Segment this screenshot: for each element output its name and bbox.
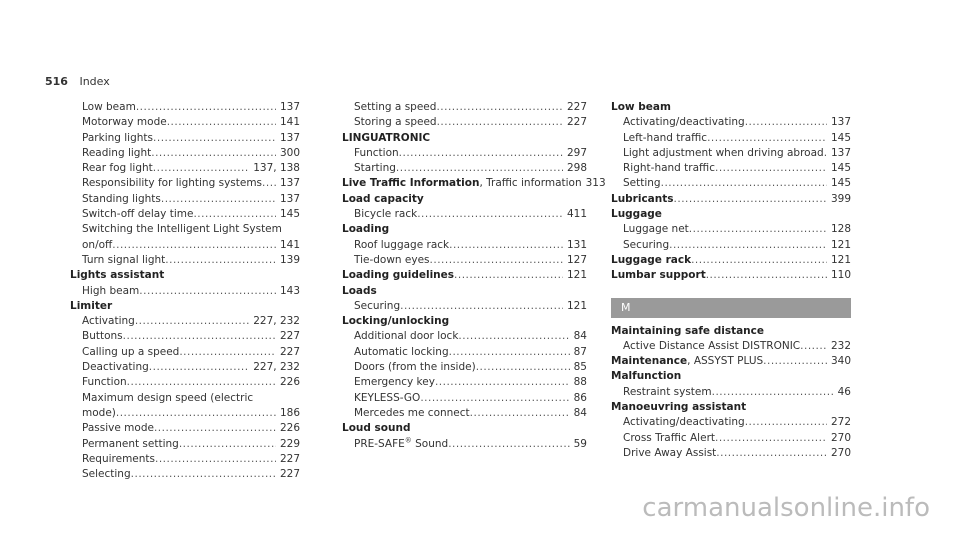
page-ref[interactable]: 84 [573,406,587,419]
entry-label: Mercedes me connect [354,406,470,419]
index-entry[interactable] [70,238,300,253]
leader-dots [399,146,563,161]
entry-suffix: , ASSYST PLUS [687,355,764,368]
entry-label [611,192,674,207]
leader-dots [155,452,276,467]
leader-dots [448,437,569,452]
page-ref[interactable]: 59 [573,437,587,450]
page-ref[interactable]: 313 [585,177,606,190]
page-ref[interactable]: 121 [566,269,587,282]
page-ref[interactable]: 121 [830,253,851,266]
index-entry[interactable] [611,176,851,191]
entry-label [342,176,582,191]
index-entry[interactable] [611,431,851,446]
entry-label: Motorway mode [82,116,167,129]
leader-dots [763,354,827,369]
index-entry[interactable] [70,437,300,452]
entry-label: Emergency key [354,376,435,389]
leader-dots [745,415,827,430]
leader-dots [193,207,276,222]
page-ref[interactable]: 227, 232 [253,361,300,374]
index-heading: Locking/unlocking [342,315,450,328]
page-ref[interactable]: 145 [279,208,300,221]
page-ref[interactable]: 186 [279,406,300,419]
leader-dots [430,253,563,268]
index-entry[interactable] [70,284,300,299]
index-entry[interactable] [611,131,851,146]
entry-label [354,437,448,452]
index-heading: Limiter [70,299,113,312]
page-ref[interactable]: 411 [566,208,587,221]
index-entry[interactable] [342,253,587,268]
index-entry[interactable] [342,329,587,344]
index-entry[interactable] [70,115,300,130]
entry-label: Selecting [82,468,131,481]
leader-dots [674,192,827,207]
page-ref[interactable]: 137 [279,101,300,113]
leader-dots [712,385,834,400]
page-ref[interactable]: 121 [830,238,851,251]
entry-suffix: , Traffic information [479,177,582,190]
index-entry[interactable] [70,421,300,436]
entry-label: Luggage net [623,223,689,236]
leader-dots [716,446,827,461]
entry-label [611,268,706,283]
leader-dots [417,207,563,222]
page-header [45,75,110,88]
page-ref[interactable]: 121 [566,299,587,312]
index-entry[interactable] [342,360,587,375]
leader-dots [154,421,276,436]
page-ref[interactable]: 137 [830,116,851,129]
leader-dots [400,299,563,314]
entry-label: Turn signal light [82,253,166,266]
index-heading: Loads [342,284,377,297]
index-heading: Malfunction [611,370,682,383]
index-heading: Low beam [611,101,671,113]
page-ref[interactable]: 110 [830,269,851,282]
page-ref[interactable]: 88 [573,376,587,389]
entry-label: Calling up a speed [82,345,180,358]
leader-dots [112,238,276,253]
entry-label: Storing a speed [354,116,437,129]
index-entry[interactable] [70,100,300,115]
entry-label: Deactivating [82,361,149,374]
page-ref[interactable]: 298 [566,162,587,175]
index-entry[interactable] [611,415,851,430]
entry-label: Setting a speed [354,101,437,113]
index-heading: Loading [342,223,390,236]
entry-heading-text: Live Traffic Information [342,177,480,190]
page-number: 516 [45,75,68,88]
index-heading: Lights assistant [70,269,165,282]
entry-label-text: PRE-SAFE [354,437,405,450]
entry-label: Bicycle rack [354,208,418,221]
entry-label: Right-hand traffic [623,162,715,175]
leader-dots [470,406,570,421]
entry-heading-text: Luggage rack [611,253,692,266]
page-ref[interactable]: 87 [573,345,587,358]
leader-dots [707,131,827,146]
page-ref[interactable]: 227, 232 [253,315,300,328]
index-entry[interactable] [611,222,851,237]
index-entry[interactable] [70,207,300,222]
leader-dots [131,467,276,482]
leader-dots [167,115,276,130]
index-entry-continued: Switching the Intelligent Light System [82,223,282,236]
leader-dots [123,329,276,344]
leader-dots [800,339,827,354]
index-entry[interactable] [70,452,300,467]
entry-label: Responsibility for lighting systems [82,177,263,190]
page-ref[interactable]: 227 [279,452,300,465]
page-ref[interactable]: 227 [279,345,300,358]
page-ref[interactable]: 270 [830,446,851,459]
entry-label: Securing [623,238,670,251]
entry-label: Low beam [82,101,136,113]
index-entry[interactable] [70,406,300,421]
index-entry[interactable] [70,467,300,482]
index-entry[interactable] [611,115,851,130]
page-ref[interactable]: 399 [830,192,851,205]
page-ref[interactable]: 227 [279,468,300,481]
leader-dots [136,100,276,115]
index-heading: Manoeuvring assistant [611,401,747,414]
leader-dots [745,115,827,130]
index-entry[interactable] [70,192,300,207]
page-ref[interactable]: 84 [573,330,587,343]
entry-label: Additional door lock [354,330,459,343]
index-entry[interactable] [342,391,587,406]
leader-dots [691,253,827,268]
entry-label: Function [82,376,127,389]
page-ref[interactable]: 226 [279,376,300,389]
entry-label: Activating [82,315,135,328]
index-entry[interactable] [342,207,587,222]
leader-dots [706,268,827,283]
entry-label: Restraint system [623,385,712,398]
leader-dots [458,329,569,344]
entry-label: Function [354,146,399,159]
leader-dots [449,345,570,360]
leader-dots [435,375,570,390]
page-ref[interactable]: 85 [573,361,587,374]
leader-dots [165,253,276,268]
leader-dots [661,176,827,191]
index-column-1 [70,100,300,482]
entry-label: Rear fog light [82,162,153,175]
page-ref[interactable]: 232 [830,339,851,352]
index-heading: Loud sound [342,422,411,435]
entry-label [611,354,763,369]
index-entry[interactable] [342,345,587,360]
page-ref[interactable]: 227 [279,330,300,343]
index-column-2 [342,100,606,452]
index-heading-entry[interactable] [611,253,851,268]
entry-label: Roof luggage rack [354,238,450,251]
page-ref[interactable]: 226 [279,422,300,435]
entry-label: Setting [623,177,661,190]
index-entry[interactable] [611,146,851,161]
leader-dots [179,345,276,360]
index-entry[interactable] [342,299,587,314]
index-heading-entry[interactable] [611,354,851,369]
index-entry[interactable] [342,161,587,176]
page-ref[interactable]: 137 [830,146,851,159]
entry-label: Active Distance Assist DISTRONIC [623,339,801,352]
entry-heading-text: Loading guidelines [342,269,455,282]
index-heading: Load capacity [342,192,424,205]
leader-dots [420,391,569,406]
page-ref[interactable]: 141 [279,116,300,129]
entry-label: Drive Away Assist [623,446,717,459]
leader-dots [824,146,827,161]
registered-mark: ® [404,436,412,445]
index-column-3 [611,100,851,461]
page-ref[interactable]: 139 [279,253,300,266]
index-entry[interactable] [611,339,851,354]
index-entry[interactable] [611,161,851,176]
leader-dots [153,131,276,146]
index-heading-entry[interactable] [342,268,587,283]
index-heading: Maintaining safe distance [611,324,765,337]
entry-label: mode) [82,406,116,419]
page-ref[interactable]: 137, 138 [253,162,300,175]
leader-dots [476,360,570,375]
index-entry[interactable] [70,176,300,191]
index-entry[interactable] [342,100,587,115]
entry-label [611,253,691,268]
leader-dots [153,161,249,176]
leader-dots [127,375,276,390]
page-ref[interactable]: 229 [279,437,300,450]
entry-label: Left-hand traffic [623,131,708,144]
page-ref[interactable]: 86 [573,391,587,404]
leader-dots [689,222,827,237]
index-entry[interactable] [70,146,300,161]
page-ref[interactable]: 145 [830,177,851,190]
page-ref[interactable]: 137 [279,131,300,144]
leader-dots [116,406,276,421]
index-entry[interactable] [70,360,300,375]
index-entry-continued: Maximum design speed (electric [82,391,254,404]
page-ref[interactable]: 127 [566,253,587,266]
page-ref[interactable]: 145 [830,131,851,144]
page-ref[interactable]: 145 [830,162,851,175]
entry-heading-text: Lumbar support [611,269,706,282]
index-entry[interactable] [342,115,587,130]
entry-label: High beam [82,284,140,297]
index-heading-entry[interactable] [342,176,606,191]
page-ref[interactable]: 227 [566,116,587,129]
watermark: carmanualsonline.info [642,493,930,523]
page-ref[interactable]: 227 [566,101,587,113]
entry-label: Reading light [82,146,152,159]
leader-dots [436,100,563,115]
entry-label: Requirements [82,452,155,465]
entry-heading-text: Lubricants [611,192,674,205]
entry-label: Cross Traffic Alert [623,431,715,444]
index-entry[interactable] [70,375,300,390]
index-entry[interactable] [70,329,300,344]
page-ref[interactable]: 128 [830,223,851,236]
leader-dots [149,360,249,375]
page-ref[interactable]: 340 [830,355,851,368]
leader-dots [262,176,276,191]
entry-label: Switch-off delay time [82,208,194,221]
index-heading: LINGUATRONIC [342,131,431,144]
entry-label: Activating/deactivating [623,116,745,129]
entry-label: Securing [354,299,401,312]
leader-dots [715,161,827,176]
index-entry[interactable] [70,161,300,176]
entry-label: Parking lights [82,131,154,144]
leader-dots [396,161,563,176]
leader-dots [179,437,276,452]
entry-label: Tie-down eyes [354,253,430,266]
entry-label: on/off [82,238,113,251]
page-ref[interactable]: 141 [279,238,300,251]
index-entry[interactable] [342,406,587,421]
entry-label: Passive mode [82,422,154,435]
page-ref[interactable]: 297 [566,146,587,159]
index-heading-entry[interactable] [611,268,851,283]
page-ref[interactable]: 137 [279,192,300,205]
leader-dots [454,268,563,283]
page-ref[interactable]: 300 [279,146,300,159]
index-entry[interactable] [70,131,300,146]
entry-label: Activating/deactivating [623,416,745,429]
entry-label [342,268,454,283]
entry-label: Starting [354,162,396,175]
leader-dots [669,238,827,253]
index-entry[interactable] [342,437,587,452]
leader-dots [437,115,563,130]
page-ref[interactable]: 46 [837,385,851,398]
entry-label: Light adjustment when driving abroad [623,146,824,159]
index-entry[interactable] [70,314,300,329]
index-entry[interactable] [611,385,851,400]
entry-label: Automatic locking [354,345,449,358]
leader-dots [139,284,276,299]
page-ref[interactable]: 143 [279,284,300,297]
entry-label: Standing lights [82,192,161,205]
page-title: Index [79,75,110,88]
entry-label: KEYLESS-GO [354,391,421,404]
index-entry[interactable] [342,238,587,253]
leader-dots [715,431,827,446]
leader-dots [151,146,276,161]
page-ref[interactable]: 131 [566,238,587,251]
index-heading: Luggage [611,208,662,221]
entry-label: Doors (from the inside) [354,361,476,374]
index-entry[interactable] [70,345,300,360]
entry-label-text: Sound [411,437,449,450]
index-entry[interactable] [70,253,300,268]
index-entry[interactable] [342,375,587,390]
section-letter: M [611,298,851,318]
index-entry[interactable] [611,238,851,253]
page-ref[interactable]: 137 [279,177,300,190]
index-heading-entry[interactable] [611,192,851,207]
index-entry[interactable] [611,446,851,461]
leader-dots [135,314,249,329]
page-ref[interactable]: 270 [830,431,851,444]
entry-label: Buttons [82,330,123,343]
page-ref[interactable]: 272 [830,416,851,429]
entry-label: Permanent setting [82,437,179,450]
index-entry[interactable] [342,146,587,161]
leader-dots [449,238,563,253]
leader-dots [161,192,276,207]
entry-heading-text: Maintenance [611,355,688,368]
